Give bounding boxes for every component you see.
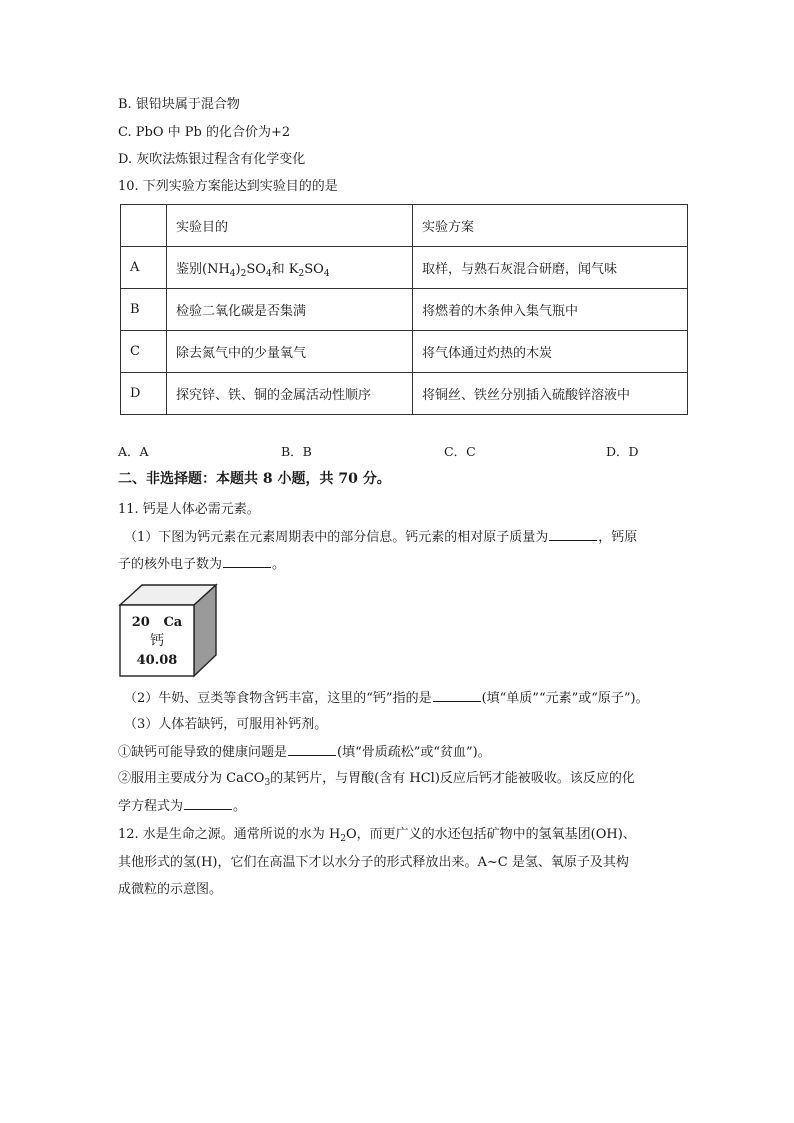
experiment-table: [120, 204, 688, 415]
answer-blank[interactable]: [223, 555, 271, 568]
row-purpose: 鉴别$(NH_4)_2SO_4$和 $K_2SO_4$: [167, 247, 413, 289]
row-label: C: [121, 331, 167, 373]
question-11-stem: 11. 钙是人体必需元素。: [118, 502, 260, 517]
option-b: B. 银铅块属于混合物: [118, 97, 240, 112]
table-row: [121, 247, 688, 289]
choice-c: C．C: [444, 444, 476, 459]
q11-part3: （3）人体若缺钙，可服用补钙剂。: [124, 717, 328, 732]
choice-b: B．B: [281, 444, 312, 459]
answer-blank[interactable]: [184, 797, 232, 810]
choice-a: A．A: [118, 444, 149, 459]
tile-content: [122, 613, 192, 670]
q11-part3-sub1: ①缺钙可能导致的健康问题是 (填“骨质疏松”或“贫血”)。: [118, 745, 491, 760]
q12-line1: 12. 水是生命之源。通常所说的水为 $H_2O$，而更广义的水还包括矿物中的氢氧基团(OH)、: [118, 827, 636, 844]
row-purpose: 探究锌、铁、铜的金属活动性顺序: [167, 373, 413, 415]
tile-element-name: 钙: [150, 633, 164, 649]
q11-part3-sub2-cont: 学方程式为 。: [118, 799, 247, 814]
table-row: [121, 289, 688, 331]
row-purpose: 除去氮气中的少量氧气: [167, 331, 413, 373]
answer-blank[interactable]: [288, 743, 336, 756]
row-plan: 取样，与熟石灰混合研磨，闻气味: [413, 247, 688, 289]
row-plan: 将气体通过灼热的木炭: [413, 331, 688, 373]
table-row: [121, 373, 688, 415]
row-plan: 将燃着的木条伸入集气瓶中: [413, 289, 688, 331]
row-label: A: [121, 247, 167, 289]
choice-d: D．D: [606, 444, 639, 459]
tile-atomic-mass: 40.08: [136, 653, 178, 668]
table-header-cell: 实验方案: [413, 205, 688, 247]
table-header-cell: [121, 205, 167, 247]
section-title: 二、非选择题：本题共 8 小题，共 70 分。: [118, 471, 391, 487]
option-d: D. 灰吹法炼银过程含有化学变化: [118, 152, 306, 167]
row-label: D: [121, 373, 167, 415]
answer-blank[interactable]: [549, 528, 597, 541]
option-c: C. PbO 中 Pb 的化合价为+2: [118, 125, 291, 140]
q12-line2: 其他形式的氢(H)，它们在高温下才以水分子的形式释放出来。A~C 是氢、氧原子及其构: [118, 855, 629, 870]
table-row: [121, 331, 688, 373]
q11-part1-line2: 子的核外电子数为 。: [118, 557, 286, 572]
q11-part2: （2）牛奶、豆类等食物含钙丰富，这里的“钙”指的是 (填“单质”“元素”或“原子”)。: [124, 691, 649, 706]
answer-blank[interactable]: [433, 689, 481, 702]
row-purpose: 检验二氧化碳是否集满: [167, 289, 413, 331]
q11-part3-sub2: ②服用主要成分为 CaCO$_3$的某钙片，与胃酸(含有 HCl)反应后钙才能被吸收。该反应的化: [118, 771, 635, 788]
tile-number-symbol: 20 Ca: [131, 615, 183, 630]
table-header-row: [121, 205, 688, 247]
q11-part1-line1: （1）下图为钙元素在元素周期表中的部分信息。钙元素的相对原子质量为 ，钙原: [124, 530, 638, 545]
question-10-stem: 10. 下列实验方案能达到实验目的的是: [118, 179, 338, 194]
table-header-cell: 实验目的: [167, 205, 413, 247]
row-plan: 将铜丝、铁丝分别插入硫酸锌溶液中: [413, 373, 688, 415]
row-label: B: [121, 289, 167, 331]
q12-line3: 成微粒的示意图。: [118, 882, 223, 897]
calcium-element-tile: [118, 583, 218, 678]
